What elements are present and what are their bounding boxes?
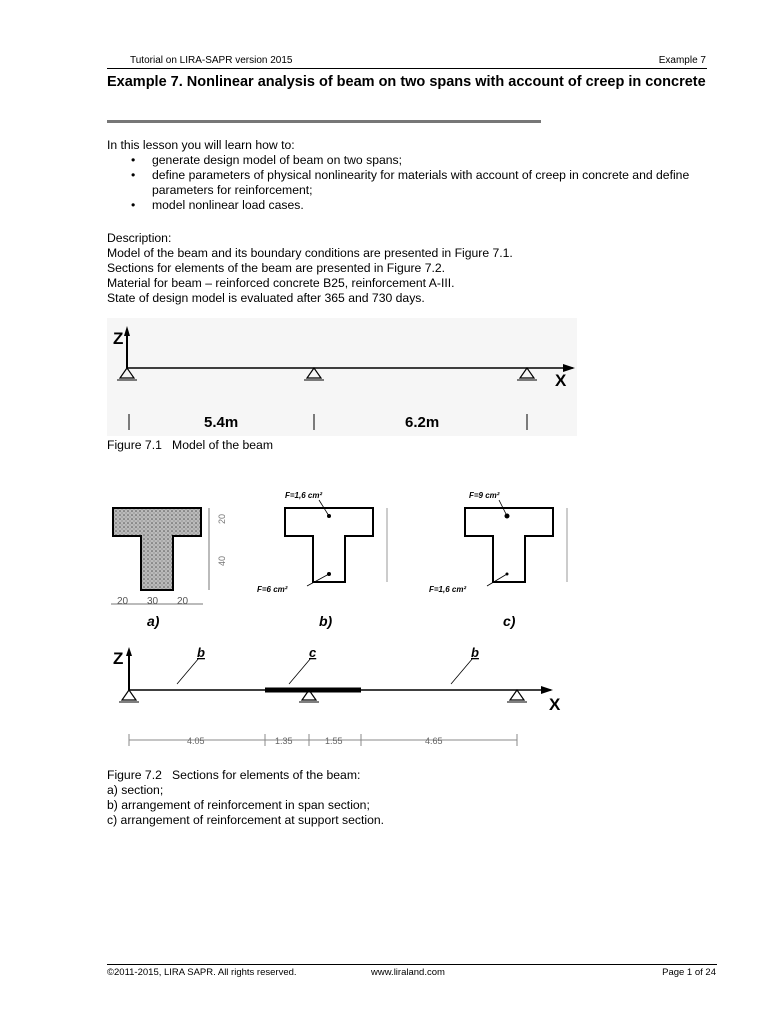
header-left: Tutorial on LIRA-SAPR version 2015 <box>130 55 293 66</box>
caption-line: b) arrangement of reinforcement in span section; <box>107 798 370 812</box>
intro-section <box>107 138 717 213</box>
section-b-label: b) <box>319 613 333 629</box>
section-a-label: a) <box>147 613 160 629</box>
element-label-b: b <box>471 645 479 660</box>
dim-w2: 30 <box>147 596 159 607</box>
dim-w1: 20 <box>117 596 129 607</box>
element-dimension: 1.55 <box>325 736 343 746</box>
support-right <box>507 690 527 702</box>
header-rule <box>107 68 707 69</box>
bottom-bar-label: F=1,6 cm² <box>429 585 467 594</box>
figure-7-2-caption <box>107 768 384 828</box>
list-item: • generate design model of beam on two spans; <box>107 153 717 168</box>
dim-w3: 20 <box>177 596 189 607</box>
list-item: • model nonlinear load cases. <box>107 198 717 213</box>
axis-x-label: X <box>549 695 561 714</box>
caption-text: Sections for elements of the beam: <box>172 768 361 782</box>
caption-number: Figure 7.2 <box>107 768 162 782</box>
top-bar-label: F=9 cm² <box>469 491 500 500</box>
footer-url[interactable]: www.liraland.com <box>371 967 445 978</box>
figure-7-1-beam-model <box>107 318 577 436</box>
description-heading: Description: <box>107 231 172 245</box>
list-item: • define parameters of physical nonlinearity for materials with account of creep in concrete and define parameters for reinforcement; <box>107 168 717 198</box>
description-line: State of design model is evaluated after 365 and 730 days. <box>107 291 425 305</box>
section-c <box>429 491 567 629</box>
title-underline <box>107 120 541 123</box>
element-dimension: 4.65 <box>425 736 443 746</box>
figure-7-2-sections <box>107 478 577 640</box>
footer-copyright: ©2011-2015, LIRA SAPR. All rights reserved. <box>107 967 297 978</box>
description-line: Material for beam – reinforced concrete B25, reinforcement A-III. <box>107 276 455 290</box>
axis-z-label: Z <box>113 649 124 668</box>
bottom-bar-label: F=6 cm² <box>257 585 288 594</box>
footer-rule <box>107 964 717 965</box>
caption-text: Model of the beam <box>172 438 273 452</box>
description-line: Model of the beam and its boundary conditions are presented in Figure 7.1. <box>107 246 513 260</box>
footer-page-number: Page 1 of 24 <box>662 967 716 978</box>
element-label-b: b <box>197 645 205 660</box>
figure-7-1-caption <box>107 438 273 453</box>
top-bar-label: F=1,6 cm² <box>285 491 323 500</box>
intro-bullet-list <box>107 153 717 213</box>
element-label-c: c <box>309 645 317 660</box>
dim-h1: 20 <box>217 513 227 524</box>
section-a <box>111 508 227 629</box>
section-c-label: c) <box>503 613 516 629</box>
description-line: Sections for elements of the beam are presented in Figure 7.2. <box>107 261 446 275</box>
section-b <box>257 491 387 629</box>
span-dimension-2: 6.2m <box>405 414 440 431</box>
intro-lead: In this lesson you will learn how to: <box>107 138 295 152</box>
caption-line: a) section; <box>107 783 164 797</box>
axis-z-label: Z <box>113 329 124 348</box>
element-dimension: 4.05 <box>187 736 205 746</box>
figure-7-2-beam-elements <box>107 642 577 754</box>
dim-h2: 40 <box>217 555 227 566</box>
support-left <box>119 690 139 702</box>
description-section <box>107 231 717 306</box>
header-right: Example 7 <box>658 55 706 66</box>
caption-number: Figure 7.1 <box>107 438 162 452</box>
axis-x-label: X <box>555 371 567 390</box>
page-title: Example 7. Nonlinear analysis of beam on two spans with account of creep in concrete <box>107 74 706 90</box>
caption-line: c) arrangement of reinforcement at support section. <box>107 813 385 827</box>
element-dimension: 1.35 <box>275 736 293 746</box>
span-dimension-1: 5.4m <box>204 414 239 431</box>
